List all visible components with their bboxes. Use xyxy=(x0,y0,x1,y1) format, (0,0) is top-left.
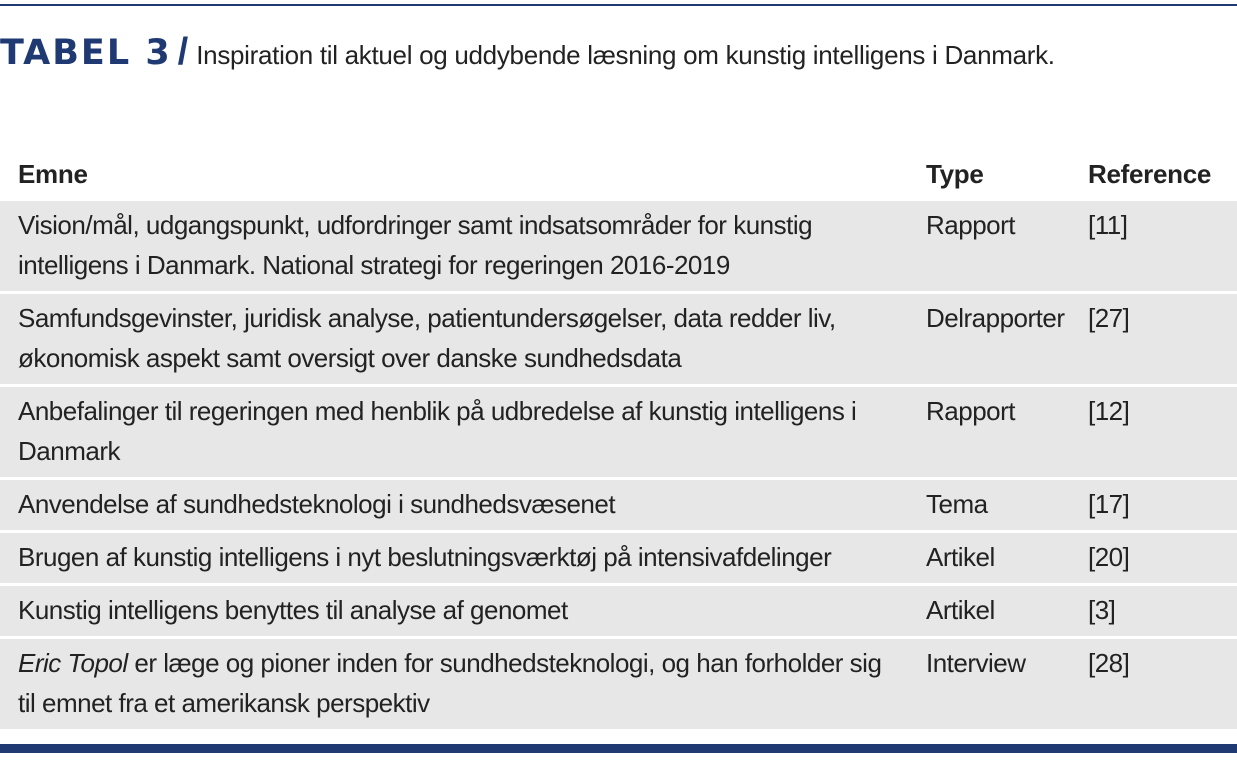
table-row xyxy=(0,200,1237,293)
cell-reference: [27] xyxy=(1080,293,1237,386)
table-row xyxy=(0,479,1237,532)
header-type: Type xyxy=(910,150,1080,200)
cell-type: Tema xyxy=(910,479,1080,532)
cell-reference: [20] xyxy=(1080,532,1237,585)
cell-emne xyxy=(0,638,910,730)
cell-type: Interview xyxy=(910,638,1080,730)
emne-italic-name: Eric Topol xyxy=(18,648,128,678)
cell-type: Rapport xyxy=(910,386,1080,479)
cell-emne: Brugen af kunstig intelligens i nyt beslutningsværktøj på intensivafdelinger xyxy=(0,532,910,585)
caption-separator: / xyxy=(177,31,189,73)
cell-emne: Samfundsgevinster, juridisk analyse, patientundersøgelser, data redder liv, økonomisk aspekt samt oversigt over danske sundhedsdata xyxy=(0,293,910,386)
table-caption xyxy=(0,32,1200,75)
table-label: TABEL 3 xyxy=(0,33,172,73)
bottom-rule xyxy=(0,744,1237,753)
table-row xyxy=(0,386,1237,479)
cell-type: Artikel xyxy=(910,585,1080,638)
cell-emne: Vision/mål, udgangspunkt, udfordringer samt indsatsområder for kunstig intelligens i Danmark. National strategi for regeringen 2016-2019 xyxy=(0,200,910,293)
cell-type: Delrapporter xyxy=(910,293,1080,386)
table-row xyxy=(0,293,1237,386)
cell-reference: [12] xyxy=(1080,386,1237,479)
table-row xyxy=(0,585,1237,638)
cell-reference: [11] xyxy=(1080,200,1237,293)
cell-reference: [3] xyxy=(1080,585,1237,638)
cell-emne: Anbefalinger til regeringen med henblik på udbredelse af kunstig intelligens i Danmark xyxy=(0,386,910,479)
cell-type: Artikel xyxy=(910,532,1080,585)
cell-reference: [17] xyxy=(1080,479,1237,532)
cell-emne: Anvendelse af sundhedsteknologi i sundhedsvæsenet xyxy=(0,479,910,532)
table-row xyxy=(0,638,1237,730)
table-row xyxy=(0,532,1237,585)
caption-text: Inspiration til aktuel og uddybende læsning om kunstig intelligens i Danmark. xyxy=(196,40,1055,70)
emne-text: er læge og pioner inden for sundhedsteknologi, og han forholder sig til emnet fra et amerikansk perspektiv xyxy=(18,648,882,718)
header-reference: Reference xyxy=(1080,150,1237,200)
table-header-row xyxy=(0,150,1237,200)
cell-type: Rapport xyxy=(910,200,1080,293)
top-rule xyxy=(0,4,1237,6)
reading-table xyxy=(0,150,1237,729)
cell-emne: Kunstig intelligens benyttes til analyse af genomet xyxy=(0,585,910,638)
header-emne: Emne xyxy=(0,150,910,200)
cell-reference: [28] xyxy=(1080,638,1237,730)
